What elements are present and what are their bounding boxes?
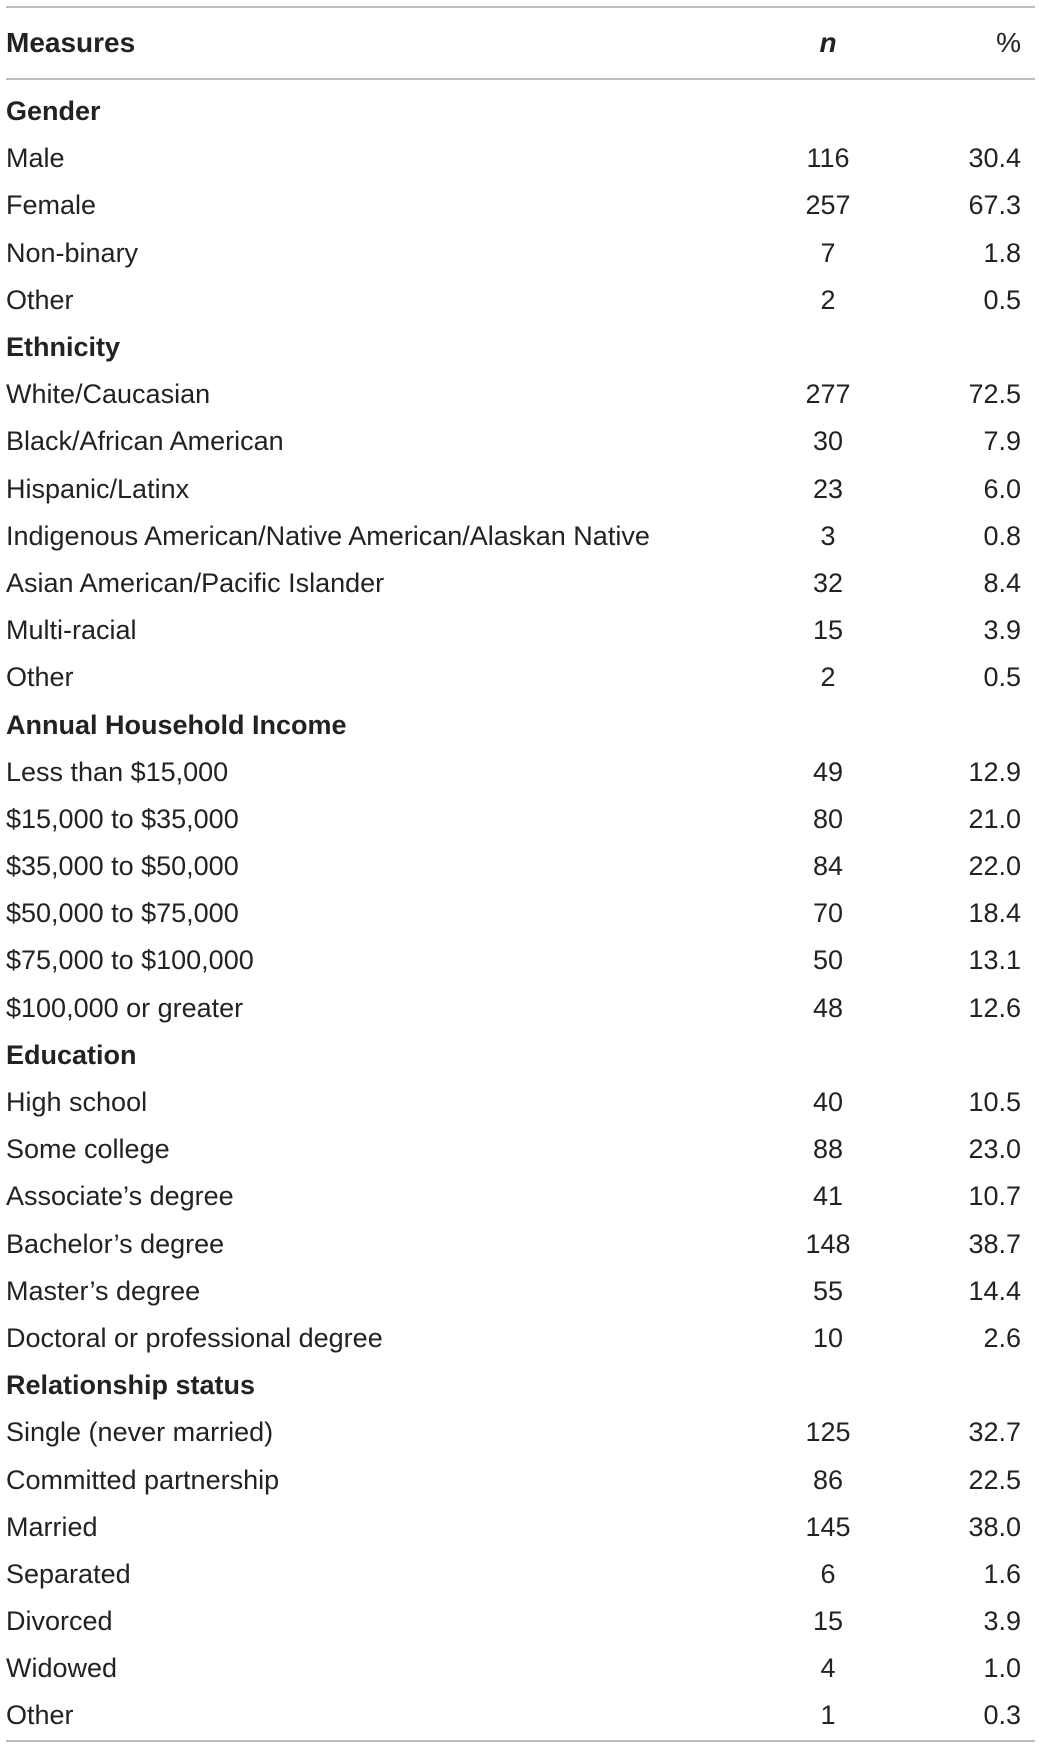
section-header-row xyxy=(6,1032,1035,1079)
percent-cell xyxy=(910,324,1035,371)
table-row xyxy=(6,1173,1035,1220)
count-cell: 1 xyxy=(746,1692,910,1740)
count-cell xyxy=(746,1362,910,1409)
count-cell xyxy=(746,79,910,135)
percent-cell: 13.1 xyxy=(968,945,1021,976)
table-row xyxy=(6,1268,1035,1315)
percent-cell: 3.9 xyxy=(983,615,1021,646)
table-row xyxy=(6,1126,1035,1173)
percent-cell: 1.0 xyxy=(983,1653,1021,1684)
measure-label: Master’s degree xyxy=(6,1275,201,1306)
section-label: Relationship status xyxy=(6,1370,256,1401)
percent-cell xyxy=(910,1032,1035,1079)
section-label: Gender xyxy=(6,96,101,127)
measure-label: Bachelor’s degree xyxy=(6,1228,225,1259)
table-row xyxy=(6,418,1035,465)
table-row xyxy=(6,1079,1035,1126)
measure-label: Female xyxy=(6,190,97,221)
percent-cell: 0.3 xyxy=(910,1692,1035,1740)
measure-label: $100,000 or greater xyxy=(6,992,244,1023)
section-label: Ethnicity xyxy=(6,332,121,363)
count-cell: 2 xyxy=(820,662,836,693)
count-cell xyxy=(746,324,910,371)
percent-cell: 32.7 xyxy=(968,1417,1021,1448)
measure-label: Committed partnership xyxy=(6,1464,280,1495)
percent-cell: 12.9 xyxy=(968,756,1021,787)
percent-cell: 1.6 xyxy=(983,1558,1021,1589)
percent-cell: 8.4 xyxy=(983,567,1021,598)
table-row xyxy=(6,937,1035,984)
table-row xyxy=(6,985,1035,1032)
column-header-n: n xyxy=(746,7,910,79)
percent-cell: 38.0 xyxy=(968,1511,1021,1542)
section-label: Education xyxy=(6,1039,137,1070)
measure-label: Divorced xyxy=(6,1606,113,1637)
percent-cell: 0.5 xyxy=(983,284,1021,315)
count-cell: 148 xyxy=(805,1228,851,1259)
count-cell: 10 xyxy=(812,1322,844,1353)
count-cell: 116 xyxy=(806,143,850,174)
measure-label: Other xyxy=(6,662,74,693)
percent-cell: 14.4 xyxy=(968,1275,1021,1306)
table-row xyxy=(6,890,1035,937)
count-cell: 30 xyxy=(812,426,844,457)
measure-label: Less than $15,000 xyxy=(6,756,229,787)
count-cell: 84 xyxy=(812,851,844,882)
table-row xyxy=(6,1221,1035,1268)
table-row xyxy=(6,1645,1035,1692)
measure-label: Single (never married) xyxy=(6,1417,274,1448)
table-row xyxy=(6,843,1035,890)
count-cell: 86 xyxy=(812,1464,844,1495)
count-cell: 3 xyxy=(820,520,836,551)
percent-cell: 0.5 xyxy=(983,662,1021,693)
table-row xyxy=(6,466,1035,513)
percent-cell: 18.4 xyxy=(968,898,1021,929)
table-row xyxy=(6,607,1035,654)
count-cell: 7 xyxy=(820,237,836,268)
percent-cell: 22.0 xyxy=(968,851,1021,882)
table-row xyxy=(6,513,1035,560)
count-cell: 80 xyxy=(812,803,844,834)
count-cell: 32 xyxy=(812,567,844,598)
section-header-row xyxy=(6,1362,1035,1409)
measure-label: Other xyxy=(6,1692,746,1740)
section-header-row xyxy=(6,701,1035,748)
count-cell: 4 xyxy=(820,1653,836,1684)
count-cell: 41 xyxy=(812,1181,844,1212)
percent-cell: 10.7 xyxy=(968,1181,1021,1212)
count-cell: 23 xyxy=(812,473,844,504)
table-row xyxy=(6,1456,1035,1503)
count-cell: 49 xyxy=(812,756,844,787)
section-label: Annual Household Income xyxy=(6,709,347,740)
percent-cell: 21.0 xyxy=(968,803,1021,834)
count-cell: 125 xyxy=(805,1417,851,1448)
measure-label: High school xyxy=(6,1087,148,1118)
table-row xyxy=(6,277,1035,324)
table-row xyxy=(6,1551,1035,1598)
measure-label: Male xyxy=(6,143,65,174)
section-header-row xyxy=(6,79,1035,135)
measure-label: $15,000 to $35,000 xyxy=(6,803,239,834)
table-row xyxy=(6,1692,1035,1740)
column-header-measures: Measures xyxy=(6,7,746,79)
percent-cell: 6.0 xyxy=(983,473,1021,504)
count-cell: 40 xyxy=(812,1087,844,1118)
measure-label: Doctoral or professional degree xyxy=(6,1322,383,1353)
percent-cell: 3.9 xyxy=(983,1606,1021,1637)
table-row xyxy=(6,560,1035,607)
count-cell xyxy=(746,1032,910,1079)
percent-cell: 0.8 xyxy=(983,520,1021,551)
count-cell: 2 xyxy=(820,284,836,315)
measure-label: $50,000 to $75,000 xyxy=(6,898,239,929)
column-header-percent: % xyxy=(910,7,1035,79)
demographics-table xyxy=(6,6,1035,1742)
table-row xyxy=(6,796,1035,843)
table-body xyxy=(6,79,1035,1741)
measure-label: Hispanic/Latinx xyxy=(6,473,190,504)
table-header xyxy=(6,7,1035,79)
percent-cell: 2.6 xyxy=(983,1322,1021,1353)
table-row xyxy=(6,1315,1035,1362)
table-row xyxy=(6,182,1035,229)
percent-cell: 72.5 xyxy=(968,379,1021,410)
measure-label: Indigenous American/Native American/Alaskan Native xyxy=(6,520,650,551)
percent-cell: 1.8 xyxy=(983,237,1021,268)
measure-label: Married xyxy=(6,1511,98,1542)
measure-label: Some college xyxy=(6,1134,170,1165)
count-cell: 55 xyxy=(812,1275,844,1306)
measure-label: Non-binary xyxy=(6,237,139,268)
table-row xyxy=(6,1504,1035,1551)
measure-label: Associate’s degree xyxy=(6,1181,234,1212)
count-cell: 277 xyxy=(805,379,851,410)
count-cell: 50 xyxy=(812,945,844,976)
percent-cell: 7.9 xyxy=(983,426,1021,457)
measure-label: Black/African American xyxy=(6,426,284,457)
table-row xyxy=(6,230,1035,277)
table-row xyxy=(6,135,1035,182)
count-cell: 6 xyxy=(820,1558,836,1589)
percent-cell xyxy=(910,1362,1035,1409)
percent-cell: 10.5 xyxy=(968,1087,1021,1118)
table-row xyxy=(6,371,1035,418)
count-cell: 70 xyxy=(812,898,844,929)
measure-label: Other xyxy=(6,284,74,315)
measure-label: White/Caucasian xyxy=(6,379,211,410)
percent-cell: 22.5 xyxy=(968,1464,1021,1495)
percent-cell: 30.4 xyxy=(968,143,1021,174)
percent-cell xyxy=(910,701,1035,748)
percent-cell: 38.7 xyxy=(968,1228,1021,1259)
count-cell: 257 xyxy=(805,190,851,221)
percent-cell: 23.0 xyxy=(968,1134,1021,1165)
percent-cell: 12.6 xyxy=(968,992,1021,1023)
demographics-table-container xyxy=(6,6,1035,1742)
count-cell xyxy=(746,701,910,748)
percent-cell xyxy=(910,79,1035,135)
table-row xyxy=(6,749,1035,796)
count-cell: 15 xyxy=(812,615,844,646)
count-cell: 48 xyxy=(812,992,844,1023)
measure-label: $75,000 to $100,000 xyxy=(6,945,254,976)
measure-label: Separated xyxy=(6,1558,131,1589)
table-row xyxy=(6,1409,1035,1456)
measure-label: Widowed xyxy=(6,1653,118,1684)
measure-label: Asian American/Pacific Islander xyxy=(6,567,385,598)
count-cell: 88 xyxy=(812,1134,844,1165)
count-cell: 15 xyxy=(812,1606,844,1637)
section-header-row xyxy=(6,324,1035,371)
percent-cell: 67.3 xyxy=(968,190,1021,221)
table-row xyxy=(6,1598,1035,1645)
count-cell: 145 xyxy=(805,1511,851,1542)
table-row xyxy=(6,654,1035,701)
measure-label: $35,000 to $50,000 xyxy=(6,851,239,882)
measure-label: Multi-racial xyxy=(6,615,137,646)
header-row xyxy=(6,7,1035,79)
